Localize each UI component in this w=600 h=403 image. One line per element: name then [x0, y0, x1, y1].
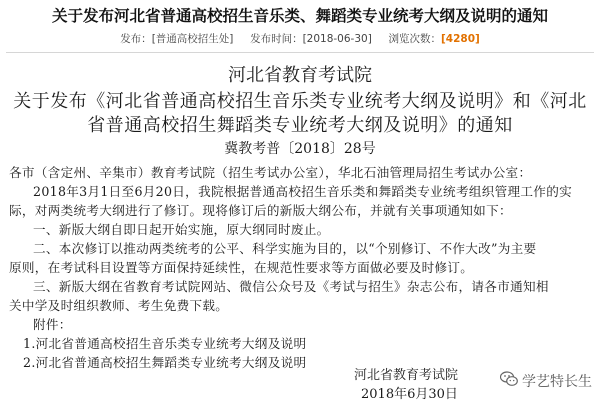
wechat-icon: [500, 371, 518, 391]
time-value: [2018-06-30]: [302, 33, 372, 45]
signature-org: 河北省教育考试院: [354, 368, 459, 383]
time-label: 发布时间：: [250, 33, 303, 45]
watermark-text: 学艺特长生: [522, 374, 592, 390]
attachment-item: 1.河北省普通高校招生音乐类专业统考大纲及说明: [23, 336, 307, 351]
views-label: 浏览次数：: [388, 33, 441, 45]
document-number: 冀教考普〔2018〕28号: [224, 141, 376, 157]
wechat-watermark: [500, 370, 596, 392]
body-line: 各市（含定州、辛集市）教育考试院（招生考试办公室），华北石油管理局招生考试办公室：: [9, 165, 532, 180]
body-line: 2018年3月1日至6月20日，我院根据普通高校招生音乐类和舞蹈类专业统考组织管理工作的实: [33, 184, 572, 199]
attachment-label: 附件：: [33, 317, 72, 332]
attachment-item: 2.河北省普通高校招生舞蹈类专业统考大纲及说明: [23, 355, 307, 370]
body-line: 二、本次修订以推动两类统考的公平、科学实施为目的，以“个别修订、不作大改”为主要: [33, 241, 537, 256]
page-title: 关于发布河北省普通高校招生音乐类、舞蹈类专业统考大纲及说明的通知: [51, 7, 548, 25]
signature-date: 2018年6月30日: [361, 387, 458, 402]
header-divider: [6, 52, 594, 53]
document-title-line-2: 省普通高校招生舞蹈类专业统考大纲及说明》的通知: [87, 115, 513, 136]
views-count: [4280]: [440, 33, 480, 45]
body-line: 一、新版大纲自即日起开始实施，原大纲同时废止。: [33, 222, 330, 237]
article-meta: [0, 31, 600, 46]
body-line: 三、新版大纲在省教育考试院网站、微信公众号及《考试与招生》杂志公布，请各市通知相: [33, 279, 549, 294]
publisher-label: 发布：: [120, 33, 152, 45]
document-title-line-1: 关于发布《河北省普通高校招生音乐类专业统考大纲及说明》和《河北: [13, 91, 587, 112]
body-line: 原则，在考试科目设置等方面保持延续性，在规范性要求等方面做必要及时修订。: [9, 260, 474, 275]
body-line: 际，对两类统考大纲进行了修订。现将修订后的新版大纲公布，并就有关事项通知如下：: [9, 203, 512, 218]
body-line: 关中学及时组织教师、考生免费下载。: [9, 298, 229, 313]
publisher-value[interactable]: [普通高校招生处]: [151, 33, 234, 45]
document-org: 河北省教育考试院: [228, 65, 372, 86]
